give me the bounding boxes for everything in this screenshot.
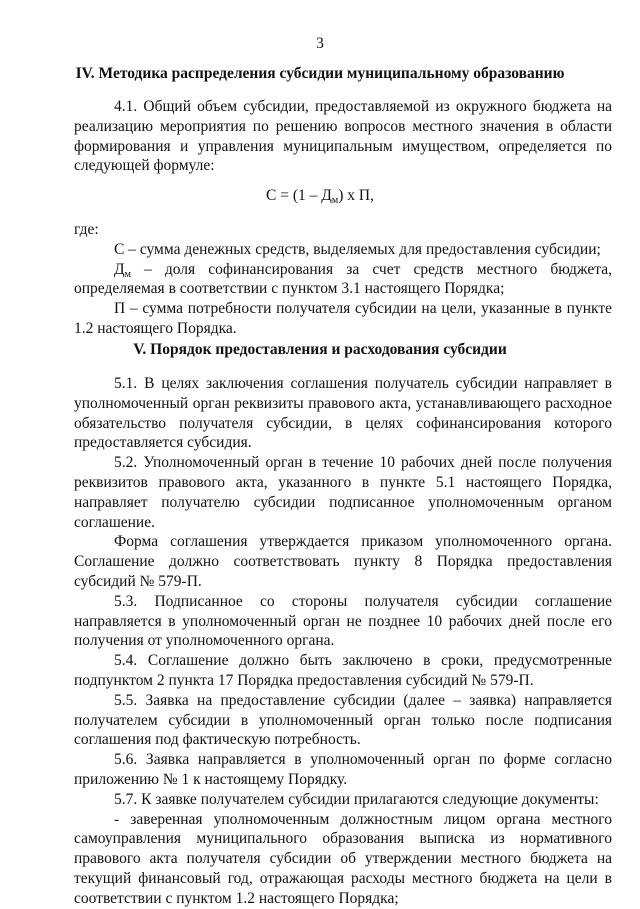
section-4-heading: IV. Методика распределения субсидии муниципальному образованию [75, 65, 565, 82]
paragraph-5-2: 5.2. Уполномоченный орган в течение 10 рабочих дней после получения реквизитов правового акта, указанного в пункте 5.1 настоящего Порядка, направляет получателю субсидии подписанное уполномоченным органом соглашение. [74, 454, 612, 531]
definition-c: С – сумма денежных средств, выделяемых для предоставления субсидии; [114, 240, 601, 258]
paragraph-5-4: 5.4. Соглашение должно быть заключено в сроки, предусмотренные подпунктом 2 пункта 17 Порядка предоставления субсидий № 579-П. [74, 652, 612, 689]
page-number: 3 [316, 35, 324, 52]
formula [0, 186, 640, 206]
where-label: где: [74, 221, 99, 238]
paragraph-4-1-block [74, 97, 612, 176]
paragraph-5-1: 5.1. В целях заключения соглашения получатель субсидии направляет в уполномоченный орган реквизиты правового акта, устанавливающего расходное обязательство получателя субсидии, в целях софинансирования которого предоставляется субсидия. [74, 375, 612, 452]
section-5-heading: V. Порядок предоставления и расходования субсидии [133, 341, 507, 358]
paragraph-5-7: 5.7. К заявке получателем субсидии прилагаются следующие документы: [114, 790, 599, 808]
paragraph-4-1: 4.1. Общий объем субсидии, предоставляемой из окружного бюджета на реализацию мероприятия по решению вопросов местного значения в области формирования и управления муниципальным имуществом, определяется по следующей формуле: [74, 98, 612, 175]
definition-d-subscript: м [124, 268, 131, 280]
definition-d-symbol: Д [114, 260, 125, 278]
paragraph-5-7-item: - заверенная уполномоченным должностным лицом органа местного самоуправления муниципального образования выписка из нормативного правового акта получателя субсидии об утверждении местного бюджета на текущий финансовый год, отражающая расходы местного бюджета на цели в соответствии с пунктом 1.2 настоящего Порядка; [74, 810, 612, 907]
definition-p: П – сумма потребности получателя субсидии на цели, указанные в пункте 1.2 настоящего Порядка. [74, 300, 612, 337]
paragraph-5-2-form: Форма соглашения утверждается приказом уполномоченного органа. Соглашение должно соответствовать пункту 8 Порядка предоставления субсидий № 579-П. [74, 533, 612, 590]
definition-d [74, 260, 612, 300]
formula-subscript: м [331, 195, 339, 206]
definitions-block [74, 220, 612, 339]
definition-d-text: – доля софинансирования за счет средств местного бюджета, определяемая в соответствии с пунктом 3.1 настоящего Порядка; [74, 260, 612, 298]
paragraph-5-3: 5.3. Подписанное со стороны получателя субсидии соглашение направляется в уполномоченный орган не позднее 10 рабочих дней после его получения от уполномоченного органа. [74, 592, 612, 650]
formula-left: С = (1 – Д [266, 187, 332, 204]
paragraph-5-5: 5.5. Заявка на предоставление субсидии (далее – заявка) направляется получателем субсидии в уполномоченный орган только после подписания соглашения под фактическую потребность. [74, 691, 612, 749]
section-5-body [74, 374, 612, 909]
paragraph-5-6: 5.6. Заявка направляется в уполномоченный орган по форме согласно приложению № 1 к настоящему Порядку. [74, 751, 612, 788]
formula-right: ) x П, [338, 187, 374, 204]
